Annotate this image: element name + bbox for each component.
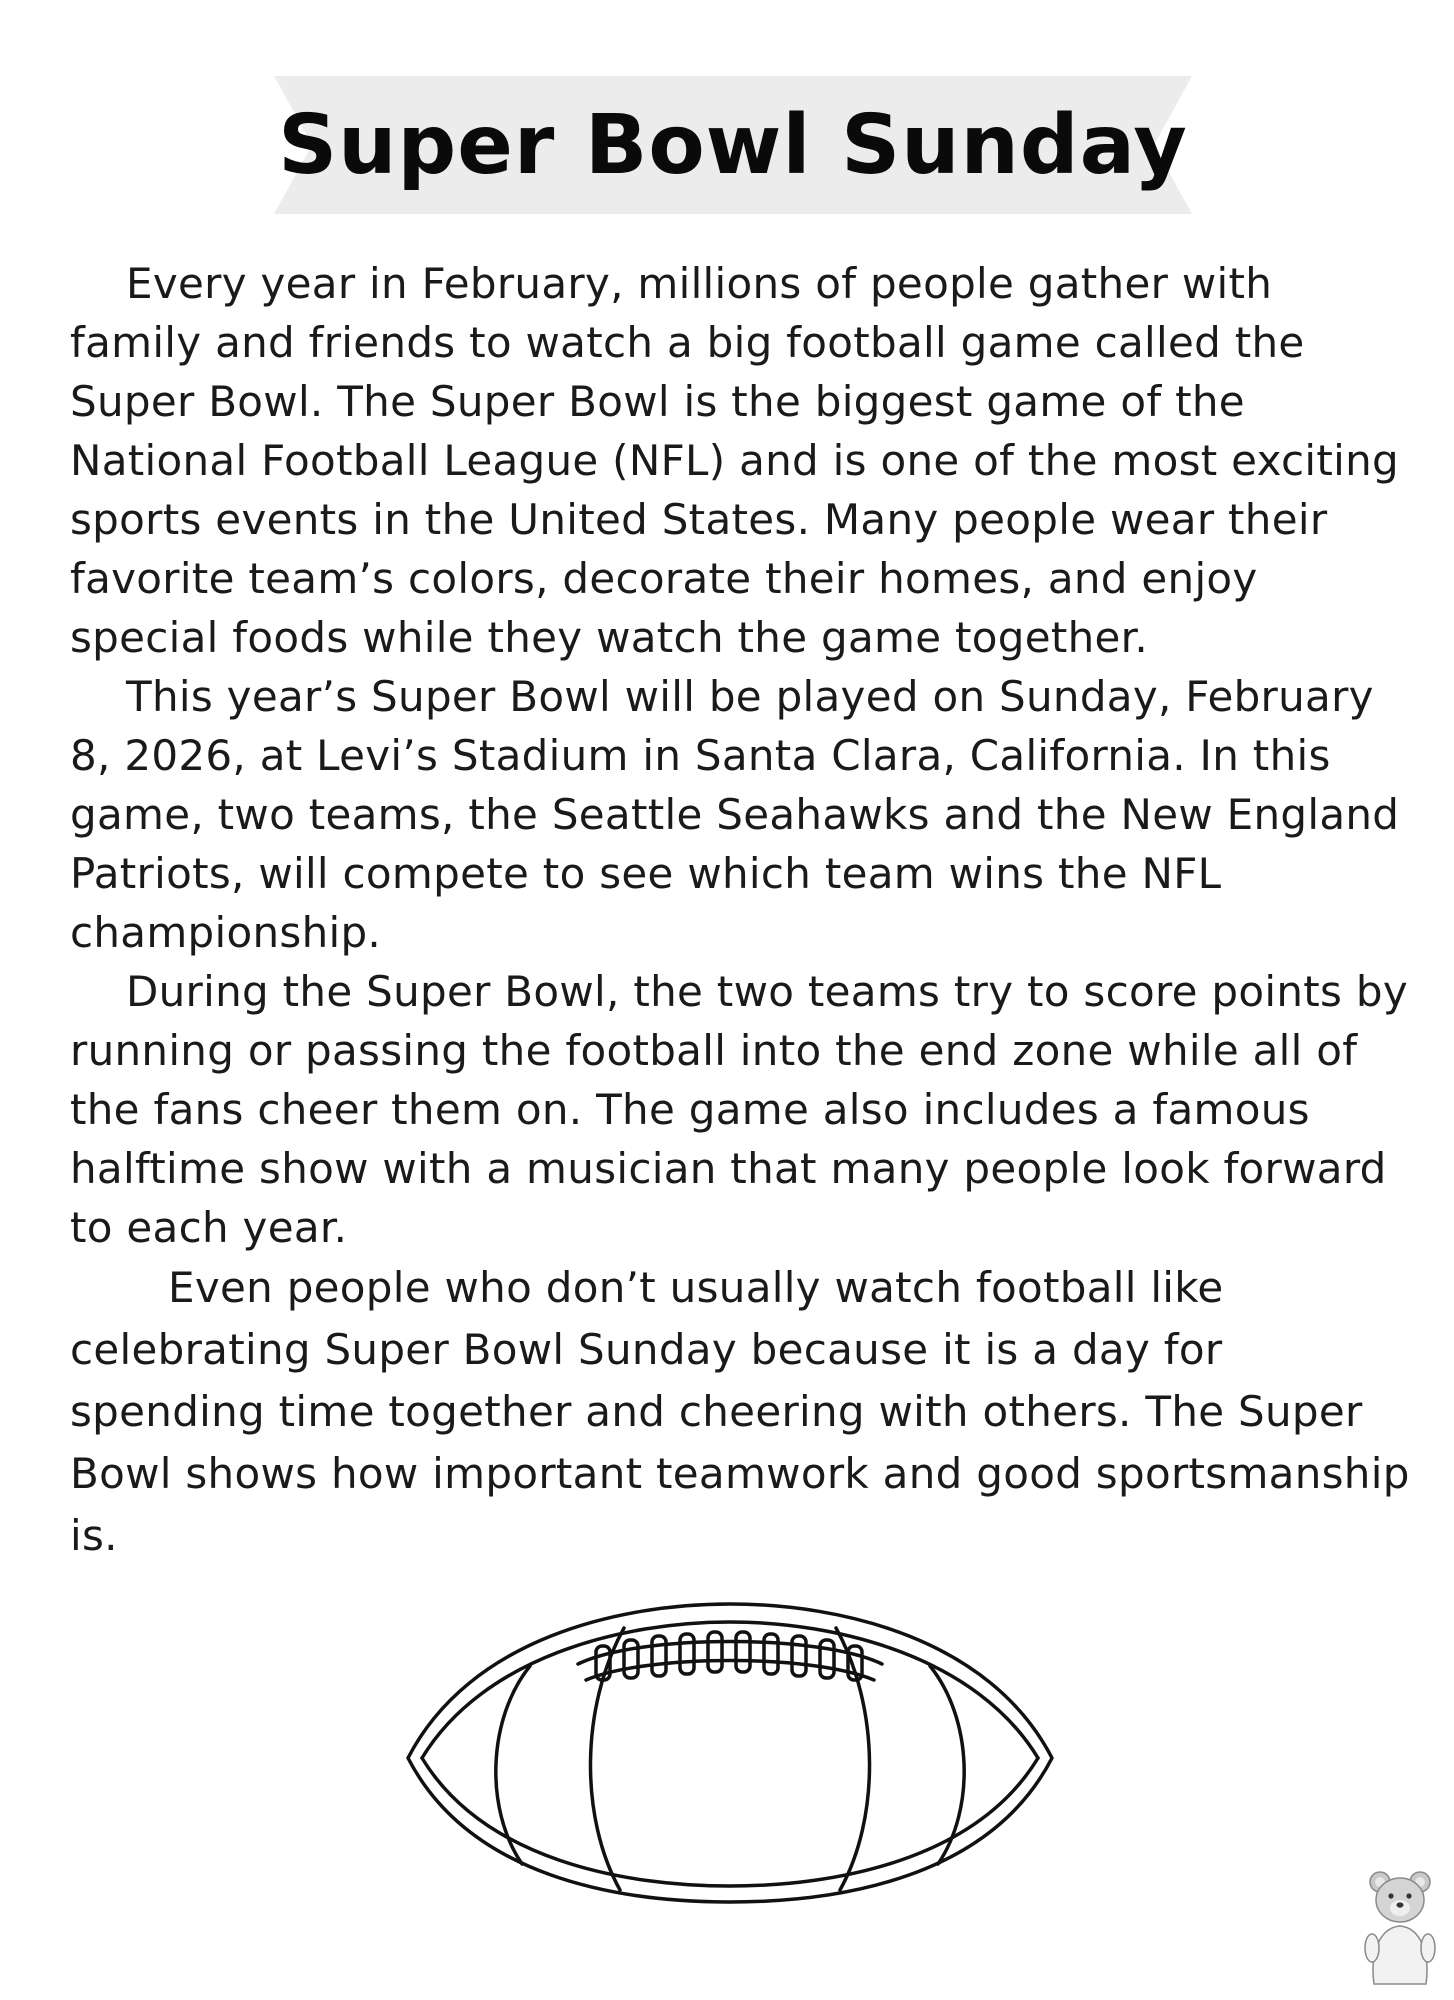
paragraph-2-text: This year’s Super Bowl will be played on Sunday, February 8, 2026, at Levi’s Stadium in Santa Clara, California. In this game, two teams, the Seattle Seahawks and the New England Patriots, will compete to see which team wins the NFL championship. xyxy=(70,672,1400,957)
football-icon xyxy=(400,1598,1060,1912)
teddy-bear-logo-icon xyxy=(1360,1866,1440,1990)
paragraph-1 xyxy=(70,254,1410,667)
title-banner xyxy=(274,76,1192,214)
paragraph-4-text: Even people who don’t usually watch football like celebrating Super Bowl Sunday because it is a day for spending time together and cheering with others. The Super Bowl shows how important teamwork and good sportsmanship is. xyxy=(70,1263,1410,1560)
paragraph-4 xyxy=(70,1257,1410,1567)
paragraph-3 xyxy=(70,962,1410,1257)
paragraph-1-text: Every year in February, millions of people gather with family and friends to watch a big football game called the Super Bowl. The Super Bowl is the biggest game of the National Football League (NFL) and is one of the most exciting sports events in the United States. Many people wear their favorite team’s colors, decorate their homes, and enjoy special foods while they watch the game together. xyxy=(70,259,1399,662)
article-body xyxy=(70,254,1410,1567)
paragraph-3-text: During the Super Bowl, the two teams try to score points by running or passing the football into the end zone while all of the fans cheer them on. The game also includes a famous halftime show with a musician that many people look forward to each year. xyxy=(70,967,1408,1252)
paragraph-2 xyxy=(70,667,1410,962)
page-title: Super Bowl Sunday xyxy=(278,97,1188,193)
